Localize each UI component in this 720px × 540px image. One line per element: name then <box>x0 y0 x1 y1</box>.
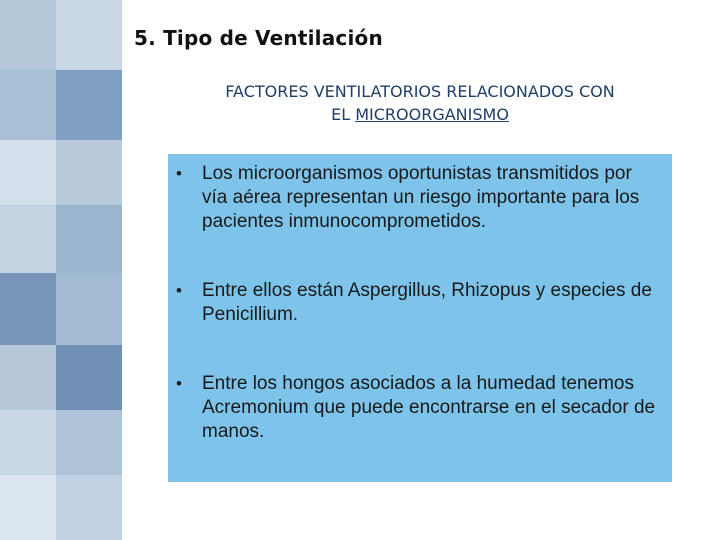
bullet-text: Los microorganismos oportunistas transmitidos por vía aérea representan un riesgo importante para los pacientes inmunocomprometidos. <box>202 163 640 232</box>
bullet-item <box>172 279 656 327</box>
sidebar-tile <box>56 475 122 540</box>
sidebar-tile <box>0 205 56 273</box>
sidebar-tile <box>0 70 56 140</box>
sidebar-tile <box>56 410 122 475</box>
sidebar-tile <box>56 0 122 70</box>
bullet-item <box>172 162 656 234</box>
bullet-text: Entre ellos están Aspergillus, Rhizopus y especies de Penicillium. <box>202 280 652 325</box>
content-box <box>168 154 672 482</box>
bullet-list <box>172 162 656 444</box>
bullet-item <box>172 372 656 444</box>
sidebar-tile <box>56 140 122 205</box>
sidebar-tile <box>0 273 56 345</box>
subtitle-underlined-word: MICROORGANISMO <box>355 105 509 124</box>
subtitle-line-1: FACTORES VENTILATORIOS RELACIONADOS CON <box>225 82 615 101</box>
sidebar-tile <box>0 410 56 475</box>
bullet-dot-icon: • <box>176 281 182 300</box>
sidebar-tile <box>0 345 56 410</box>
sidebar-tile <box>0 0 56 70</box>
subtitle-line-2-prefix: EL <box>331 105 356 124</box>
slide-title: 5. Tipo de Ventilación <box>134 26 383 50</box>
sidebar-tile <box>56 345 122 410</box>
section-subtitle <box>160 80 680 126</box>
sidebar-tile <box>0 475 56 540</box>
decorative-sidebar <box>0 0 122 540</box>
bullet-text: Entre los hongos asociados a la humedad tenemos Acremonium que puede encontrarse en el secador de manos. <box>202 373 656 442</box>
bullet-dot-icon: • <box>176 164 182 183</box>
bullet-dot-icon: • <box>176 374 182 393</box>
sidebar-tile <box>56 205 122 273</box>
sidebar-tile <box>56 273 122 345</box>
sidebar-tile <box>56 70 122 140</box>
sidebar-tile <box>0 140 56 205</box>
